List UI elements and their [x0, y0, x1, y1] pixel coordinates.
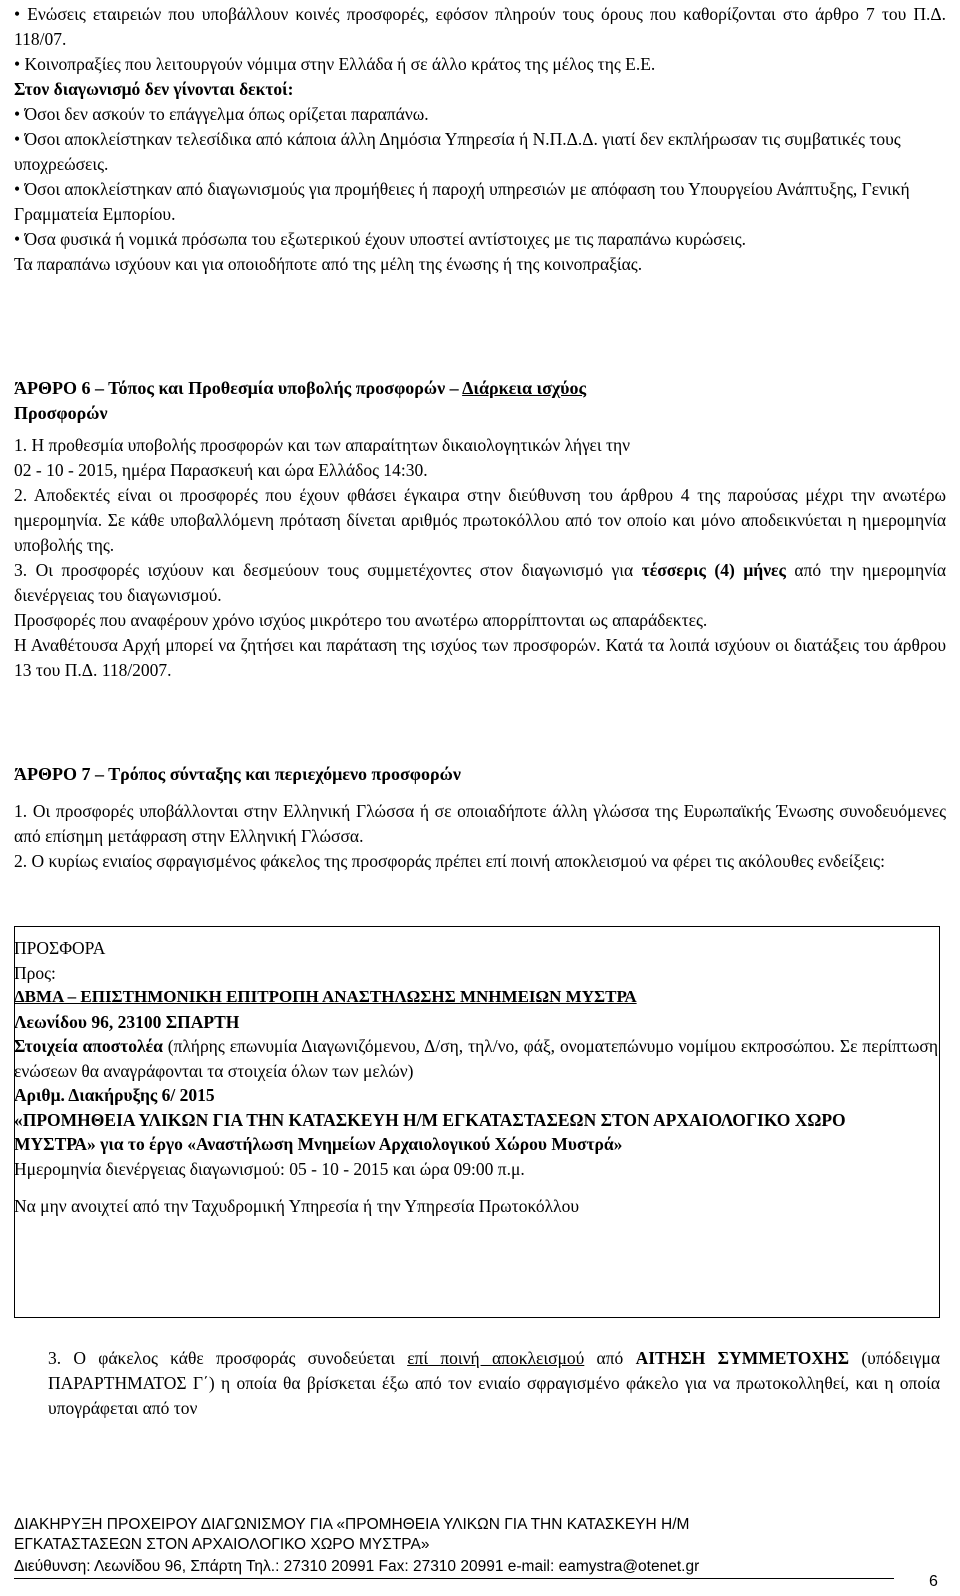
envelope-sender-label: Στοιχεία αποστολέα [14, 1036, 163, 1056]
envelope-title: ΠΡΟΣΦΟΡΑ [14, 938, 106, 958]
envelope-date-line: Ημερομηνία διενέργειας διαγωνισμού: 05 - 10 - 2015 και ώρα 09:00 π.μ. [14, 1158, 525, 1179]
article-6 [14, 376, 946, 683]
bullet-joint-ventures: • Ενώσεις εταιρειών που υποβάλλουν κοινές προσφορές, εφόσον πληρούν τους όρους που καθορίζονται στο άρθρο 7 του Π.Δ. 118/07. [14, 4, 946, 49]
bullet-excluded-3: • Όσοι αποκλείστηκαν από διαγωνισμούς για προμήθειες ή παροχή υπηρεσιών με απόφαση του Υπουργείου Ανάπτυξης, Γενική Γραμματεία Εμπορίου. [14, 179, 910, 224]
bullet-consortia: • Κοινοπραξίες που λειτουργούν νόμιμα στην Ελλάδα ή σε άλλο κράτος της μέλος της Ε.Ε. [14, 54, 656, 74]
envelope-sender [14, 1034, 938, 1083]
not-accepted-heading: Στον διαγωνισμό δεν γίνονται δεκτοί: [14, 79, 294, 99]
envelope-sender-details: (πλήρης επωνυμία Διαγωνιζόμενου, Δ/ση, τηλ/νο, φάξ, ονοματεπώνυμο νομίμου εκπροσώπου. Σε περίπτωση ενώσεων θα αναγράφονται τα στοιχεία όλων των μελών) [14, 1036, 938, 1081]
article-6-p3-end: από την ημερομηνία διενέργειας του διαγωνισμού. [14, 560, 946, 605]
article-7-p2: 2. Ο κυρίως ενιαίος σφραγισμένος φάκελος της προσφοράς πρέπει επί ποινή αποκλεισμού να φέρει τις ακόλουθες ενδείξεις: [14, 851, 885, 871]
article-7-heading: ΆΡΘΡΟ 7 – Τρόπος σύνταξης και περιεχόμενο προσφορών [14, 764, 461, 784]
article-6-p1-line1: 1. Η προθεσμία υποβολής προσφορών και των απαραίτητων δικαιολογητικών λήγει την [14, 435, 631, 455]
eligibility-bullets [14, 2, 946, 277]
envelope-content [14, 936, 938, 1219]
envelope-proclamation-number: Αριθμ. Διακήρυξης 6/ 2015 [14, 1085, 215, 1105]
article-7-p1: 1. Οι προσφορές υποβάλλονται στην Ελληνική Γλώσσα ή σε οποιαδήποτε άλλη γλώσσα της Ευρωπαϊκής Ένωσης συνοδευόμενες από επίσημη μετάφραση στην Ελληνική Γλώσσα. [14, 801, 946, 846]
envelope-address: Λεωνίδου 96, 23100 ΣΠΑΡΤΗ [14, 1011, 240, 1032]
article-6-p3-duration: τέσσερις (4) μήνες [641, 560, 786, 580]
bullet-excluded-1: • Όσοι δεν ασκούν το επάγγελμα όπως ορίζεται παραπάνω. [14, 104, 429, 124]
envelope-recipient: ΔΒΜΑ – ΕΠΙΣΤΗΜΟΝΙΚΗ ΕΠΙΤΡΟΠΗ ΑΝΑΣΤΗΛΩΣΗΣ ΜΝΗΜΕΙΩΝ ΜΥΣΤΡΑ [14, 987, 637, 1006]
envelope-to-label: Προς: [14, 962, 56, 983]
bullet-excluded-2: • Όσοι αποκλείστηκαν τελεσίδικα από κάποια άλλη Δημόσια Υπηρεσία ή Ν.Π.Δ.Δ. γιατί δεν εκπλήρωσαν τις συμβατικές τους υποχρεώσεις. [14, 129, 901, 174]
footer-title-line1: ΔΙΑΚΗΡΥΞΗ ΠΡΟΧΕΙΡΟΥ ΔΙΑΓΩΝΙΣΜΟΥ ΓΙΑ «ΠΡΟΜΗΘΕΙΑ ΥΛΙΚΩΝ ΓΙΑ ΤΗΝ ΚΑΤΑΣΚΕΥΗ Η/Μ [14, 1516, 690, 1533]
envelope-warning: Να μην ανοιχτεί από την Ταχυδρομική Υπηρεσία ή την Υπηρεσία Πρωτοκόλλου [14, 1196, 580, 1216]
article-6-p1-line2: 02 - 10 - 2015, ημέρα Παρασκευή και ώρα Ελλάδος 14:30. [14, 460, 428, 480]
article-6-p5: Η Αναθέτουσα Αρχή μπορεί να ζητήσει και παράταση της ισχύος των προσφορών. Κατά τα λοιπά ισχύουν οι διατάξεις του άρθρου 13 του Π.Δ. 118/2007. [14, 635, 946, 680]
p3-start: 3. Ο φάκελος κάθε προσφοράς συνοδεύεται [48, 1348, 408, 1368]
article-7 [14, 762, 946, 874]
article-7-p3 [14, 1346, 940, 1421]
article-6-heading-text: ΆΡΘΡΟ 6 – Τόπος και Προθεσμία υποβολής προσφορών – [14, 378, 463, 398]
p3-end: (υπόδειγμα ΠΑΡΑΡΤΗΜΑΤΟΣ Γ΄) η οποία θα βρίσκεται έξω από τον ενιαίο σφραγισμένο φάκελο για να πρωτοκολληθεί, και η οποία υπογράφεται από τον [48, 1348, 940, 1418]
article-6-p2: 2. Αποδεκτές είναι οι προσφορές που έχουν φθάσει έγκαιρα στην διεύθυνση του άρθρου 4 της παρούσας μέχρι την ανωτέρω ημερομηνία. Σε κάθε υποβαλλόμενη πρόταση δίνεται αριθμός πρωτοκόλλου από τον οποίο και μόνο αποδεικνύεται η ημερομηνία υποβολής της. [14, 485, 946, 555]
applies-note: Τα παραπάνω ισχύουν και για οποιοδήποτε από της μέλη της ένωσης ή της κοινοπραξίας. [14, 254, 643, 274]
article-6-heading-underlined: Διάρκεια ισχύος [462, 378, 587, 398]
p3-penalty: επί ποινή αποκλεισμού [407, 1348, 585, 1368]
footer-contact [14, 1557, 894, 1579]
article-6-heading [14, 376, 946, 401]
page-number: 6 [929, 1573, 938, 1590]
envelope-project-title: «ΠΡΟΜΗΘΕΙΑ ΥΛΙΚΩΝ ΓΙΑ ΤΗΝ ΚΑΤΑΣΚΕΥΗ Η/Μ ΕΓΚΑΤΑΣΤΑΣΕΩΝ ΣΤΟΝ ΑΡΧΑΙΟΛΟΓΙΚΟ ΧΩΡΟ ΜΥΣΤΡΑ» για το έργο «Αναστήλωση Μνημείων Αρχαιολογικού Χώρου Μυστρά» [14, 1109, 846, 1154]
p3-mid: από [584, 1348, 636, 1368]
footer-title [14, 1515, 944, 1555]
article-6-heading-line2: Προσφορών [14, 403, 108, 423]
footer-title-line2: ΕΓΚΑΤΑΣΤΑΣΕΩΝ ΣΤΟΝ ΑΡΧΑΙΟΛΟΓΙΚΟ ΧΩΡΟ ΜΥΣΤΡΑ» [14, 1536, 430, 1553]
footer-contact-text: Διεύθυνση: Λεωνίδου 96, Σπάρτη Τηλ.: 27310 20991 Fax: 27310 20991 e-mail: eamystra@otenet.gr [14, 1557, 894, 1579]
article-7-p3-text [14, 1346, 940, 1421]
bullet-excluded-4: • Όσα φυσικά ή νομικά πρόσωπα του εξωτερικού έχουν υποστεί αντίστοιχες με τις παραπάνω κυρώσεις. [14, 229, 747, 249]
article-6-p4: Προσφορές που αναφέρουν χρόνο ισχύος μικρότερο του ανωτέρω απορρίπτονται ως απαράδεκτες. [14, 610, 708, 630]
article-6-p3 [14, 558, 946, 608]
p3-application: ΑΙΤΗΣΗ ΣΥΜΜΕΤΟΧΗΣ [635, 1348, 850, 1368]
article-6-p3-start: 3. Οι προσφορές ισχύουν και δεσμεύουν τους συμμετέχοντες στον διαγωνισμό για [14, 560, 642, 580]
